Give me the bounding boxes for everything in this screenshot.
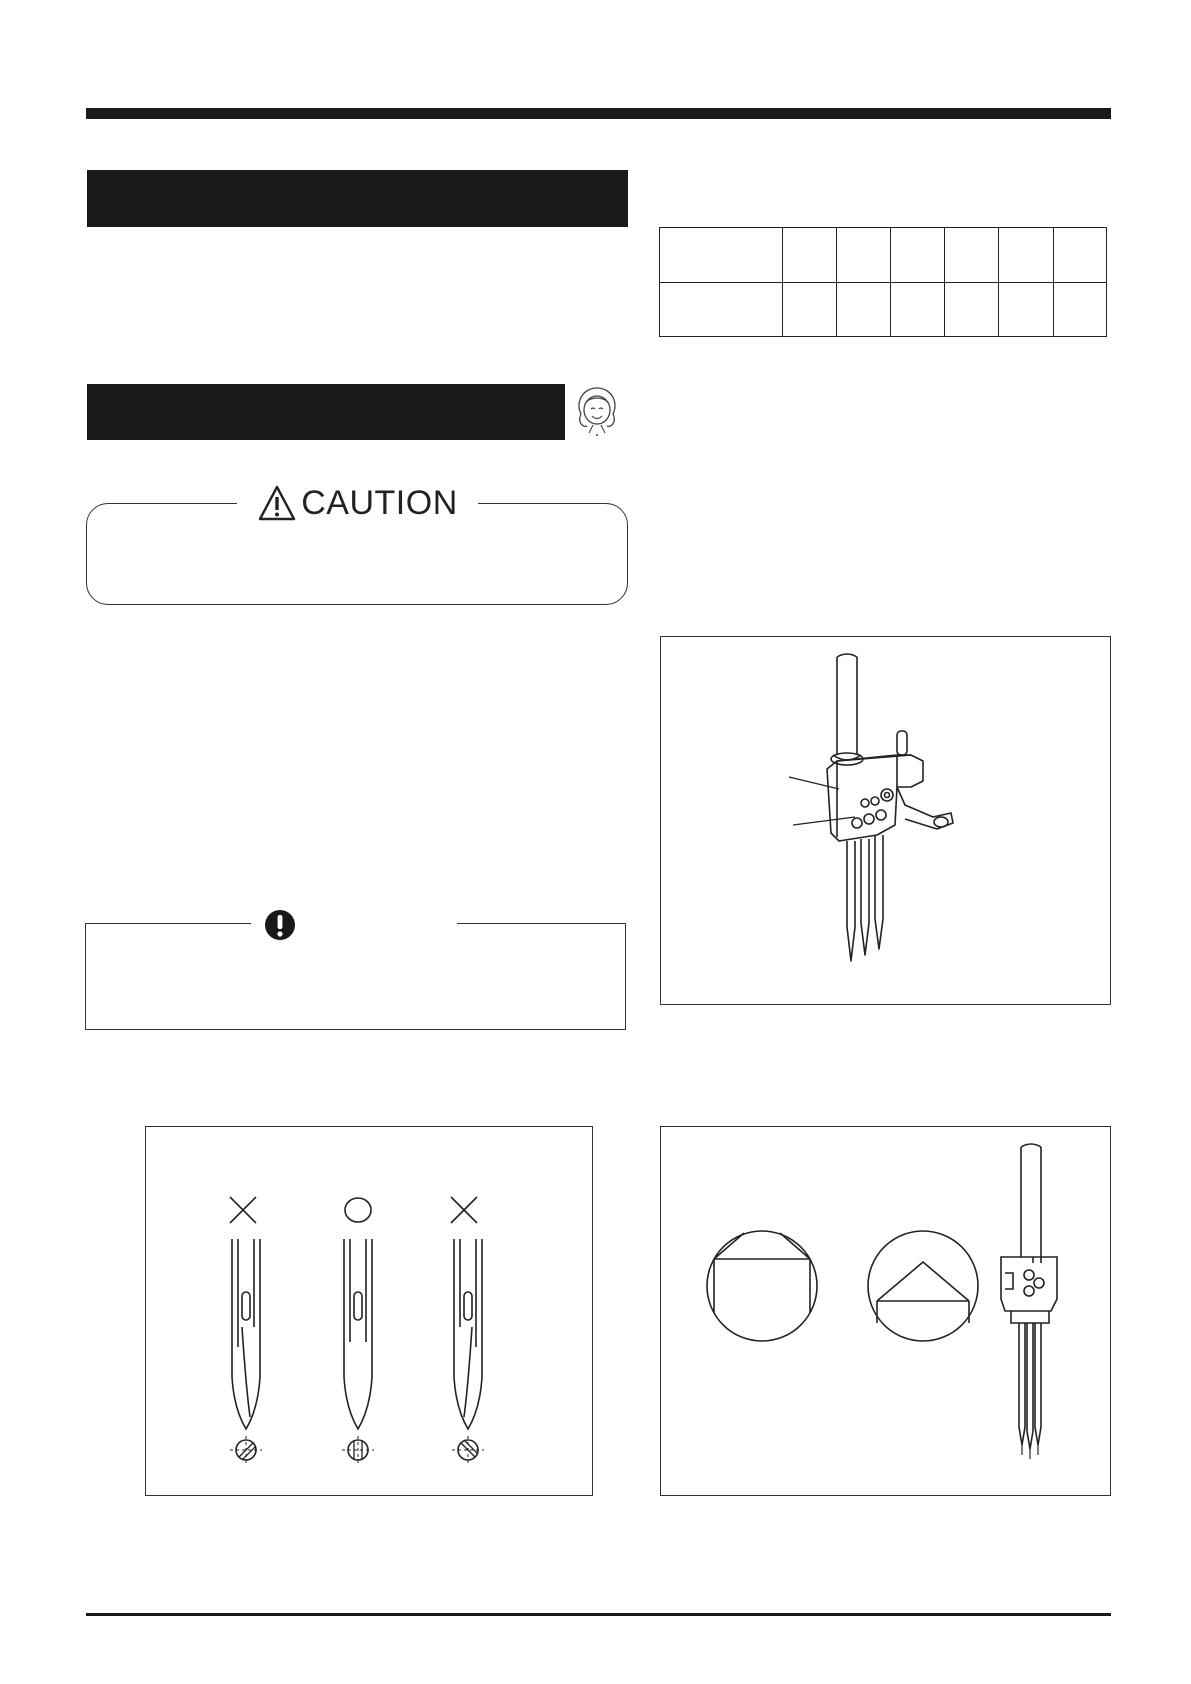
bottom-rule <box>86 1613 1111 1616</box>
table-cell <box>660 282 783 337</box>
needle-spec-table <box>659 227 1107 337</box>
table-cell <box>945 228 999 283</box>
wrong-mark-icon <box>451 1197 477 1223</box>
table-cell <box>945 282 999 337</box>
wrong-mark-icon <box>230 1197 256 1223</box>
table-cell <box>836 228 890 283</box>
needle-orientation-figure <box>145 1126 593 1496</box>
top-rule <box>86 108 1111 119</box>
table-cell <box>1053 228 1106 283</box>
table-cell <box>999 228 1053 283</box>
table-cell <box>890 282 944 337</box>
caution-heading <box>237 482 478 524</box>
table-cell <box>890 228 944 283</box>
table-cell <box>1053 282 1106 337</box>
notice-box <box>85 923 626 1030</box>
table-cell <box>836 282 890 337</box>
table-cell <box>783 228 836 283</box>
correct-mark-icon <box>345 1198 371 1222</box>
table-cell <box>783 282 836 337</box>
needle-clamp-figure <box>660 636 1111 1005</box>
exclamation-circle-icon <box>264 909 296 941</box>
girl-face-mascot-icon <box>571 384 623 438</box>
warning-triangle-icon <box>257 484 297 522</box>
table-cell <box>999 282 1053 337</box>
table-cell <box>660 228 783 283</box>
needle-detail-figure <box>660 1126 1111 1496</box>
table-row <box>660 282 1107 337</box>
section-heading-bar <box>87 384 565 440</box>
table-row <box>660 228 1107 283</box>
caution-title: CAUTION <box>301 483 458 522</box>
section-heading-bar <box>87 170 628 227</box>
